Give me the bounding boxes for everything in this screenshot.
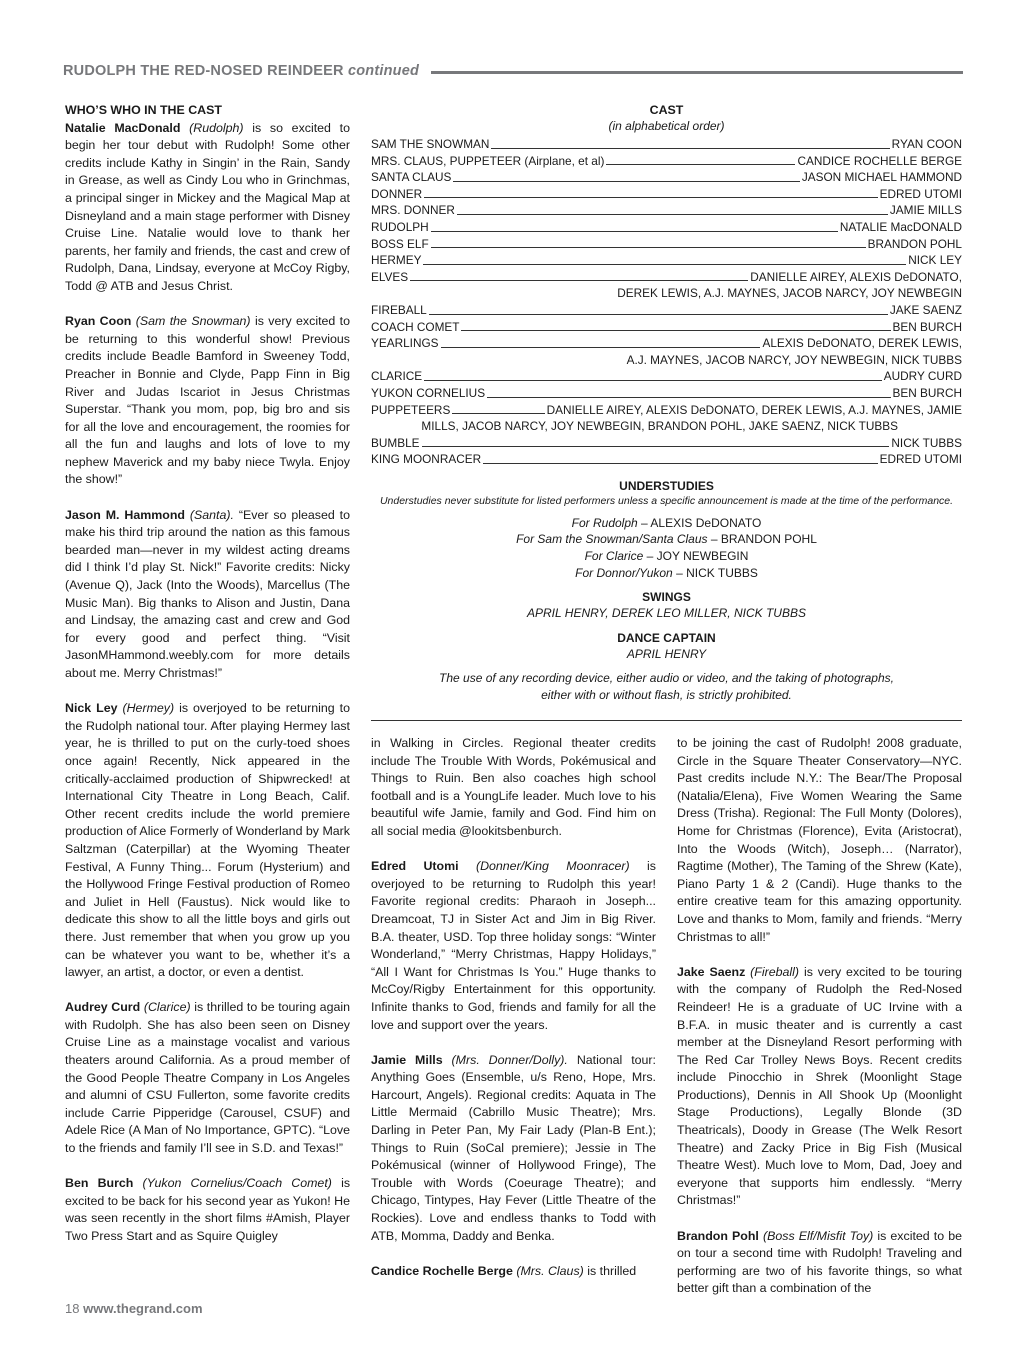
recording-notice-line2: either with or without flash, is strictly prohibited. bbox=[541, 688, 792, 703]
cast-role: YEARLINGS bbox=[371, 336, 439, 351]
leader-line bbox=[424, 380, 882, 381]
cast-row bbox=[371, 402, 962, 419]
cast-row bbox=[371, 319, 962, 336]
bio-name: Jamie Mills bbox=[371, 1052, 443, 1067]
section-divider bbox=[371, 720, 962, 721]
cast-row bbox=[371, 335, 962, 352]
page-number: 18 bbox=[65, 1301, 80, 1316]
cast-role: COACH COMET bbox=[371, 319, 460, 334]
header-title: RUDOLPH THE RED-NOSED REINDEER continued bbox=[63, 63, 420, 79]
understudy-for: For Rudolph bbox=[571, 515, 638, 530]
understudy-name: NICK TUBBS bbox=[686, 565, 758, 580]
bio-role: (Donner/King Moonracer) bbox=[475, 859, 630, 874]
bio-name: Natalie MacDonald bbox=[65, 120, 181, 135]
understudies-title: UNDERSTUDIES bbox=[619, 478, 714, 493]
bio-paragraph bbox=[677, 1228, 962, 1298]
understudy-item: For Sam the Snowman/Santa Claus – BRANDON POHL bbox=[516, 532, 817, 547]
leader-line bbox=[606, 164, 795, 165]
cast-actor: BRANDON POHL bbox=[867, 236, 962, 251]
bio-text: is thrilled to be touring again with Rudolph. She has also been seen on Disney Cruise Line as a mainstage vocalist and various theaters around California. As a proud member of the Good People Theatre Company in Los Angeles and alumni of CSU Fullerton, some favorite credits include Carrie Pipperidge (Carousel, CSUF) and Adele Rice (A Man of No Importance, GPTC). “Love to the friends and family I’ll see in S.D. and Texas!” bbox=[65, 1000, 350, 1156]
dance-captain-title: DANCE CAPTAIN bbox=[617, 630, 716, 645]
swings-names: APRIL HENRY, DEREK LEO MILLER, NICK TUBBS bbox=[527, 606, 806, 621]
bio-name: Edred Utomi bbox=[371, 859, 459, 874]
header-rule bbox=[431, 71, 963, 74]
cast-row bbox=[371, 219, 962, 236]
cast-role: SANTA CLAUS bbox=[371, 170, 452, 185]
bio-text: is so excited to begin her tour debut with Rudolph! Some other credits include Kathy in Singin’ in the Rain, Sandy in Grease, as well as Cindy Lou who in Grinchmas, a principal singer in Mickey and the Magical Map at Disneyland and a main stage performer with Disney Cruise Line. Natalie would love to thank her parents, her family and friends, the cast and crew of Rudolph, Dana, Lindsay, everyone at McCoy Rigby, Todd @ ATB and Jesus Christ. bbox=[65, 120, 350, 293]
bio-name: Ben Burch bbox=[65, 1176, 134, 1191]
bio-text: in Walking in Circles. Regional theater credits include The Trouble With Words, Pokémusical and Things to Ruin. Ben also coaches high school football and is a YoungLife leader. Much love to his beautiful wife Jamie, family and God. Find him on all social media @lookitsbenburch. bbox=[371, 736, 656, 838]
understudy-for: For Sam the Snowman/Santa Claus bbox=[516, 532, 708, 547]
leader-line bbox=[491, 148, 889, 149]
cast-actor: ALEXIS DeDONATO, DEREK LEWIS, bbox=[762, 336, 962, 351]
bio-text: is overjoyed to be returning to the Rudolph national tour. After playing Hermey last year, he is thrilled to put on the curly-toed shoes once again! Recently, Nick appeared in the critically-acclaimed production of Shipwrecked! at International City Theatre in Long Beach, Calif. Other recent credits include the world premiere production of Alice Formerly of Wonderland by Mark Saltzman (Caterpillar) at the Wyoming Theater Festival, A Funny Thing... Forum (Hysterium) and the Hollywood Fringe Festival production of Romeo and Juliet in Hell (Faustus). Nick would like to dedicate this show to all the little boys and girls out there. Just remember that when you grow up you can be whatever you want to be, whether it’s a lawyer, an artist, a doctor, or even a dentist. bbox=[65, 701, 350, 980]
cast-actor-continued: A.J. MAYNES, JACOB NARCY, JOY NEWBEGIN, NICK TUBBS bbox=[626, 352, 962, 367]
bio-paragraph bbox=[65, 120, 350, 296]
bio-name: Audrey Curd bbox=[65, 1000, 141, 1015]
cast-role: RUDOLPH bbox=[371, 219, 429, 234]
bio-role: (Mrs. Donner/Dolly). bbox=[451, 1052, 568, 1067]
cast-rows bbox=[371, 136, 962, 468]
cast-actor: RYAN COON bbox=[891, 137, 962, 151]
cast-role: SAM THE SNOWMAN bbox=[371, 137, 490, 151]
cast-actor: DANIELLE AIREY, ALEXIS DeDONATO, DEREK LEWIS, A.J. MAYNES, JAMIE bbox=[546, 402, 962, 417]
bio-text: “Ever so pleased to make his third trip around the nation as this famous bearded man—never in my wildest acting dreams did I think I’d play St. Nick!” Favorite credits: Nicky (Avenue Q), Jack (Into the Woods), Marcellus (The Music Man). Big thanks to Alison and Justin, Dana and Lindsay, the amazing cast and crew and God for every good and perfect thing. “Visit JasonMHammond.weebly.com for more details about me. Merry Christmas!” bbox=[65, 507, 350, 680]
bio-paragraph bbox=[371, 1052, 656, 1246]
cast-row bbox=[371, 302, 962, 319]
understudy-item: For Clarice – JOY NEWBEGIN bbox=[584, 549, 749, 564]
cast-actor: NATALIE MacDONALD bbox=[839, 219, 962, 234]
bio-role: (Yukon Cornelius/Coach Comet) bbox=[142, 1176, 332, 1191]
leader-line bbox=[431, 247, 866, 248]
cast-actor: EDRED UTOMI bbox=[879, 452, 962, 467]
cast-actor: JAMIE MILLS bbox=[889, 203, 962, 218]
cast-actor: BEN BURCH bbox=[892, 319, 962, 334]
bio-name: Nick Ley bbox=[65, 701, 118, 716]
cast-role: BUMBLE bbox=[371, 435, 420, 450]
cast-role: HERMEY bbox=[371, 253, 422, 268]
leader-line bbox=[457, 214, 888, 215]
bio-list bbox=[371, 735, 656, 1280]
bio-paragraph bbox=[65, 700, 350, 982]
bio-paragraph bbox=[371, 1263, 656, 1281]
bio-role: (Santa). bbox=[189, 507, 234, 522]
cast-title: CAST bbox=[649, 103, 684, 117]
leader-line bbox=[452, 413, 544, 414]
cast-role: MRS. CLAUS, PUPPETEER (Airplane, et al) bbox=[371, 153, 605, 168]
bio-text: is very excited to be touring with the company of Rudolph the Red-Nosed Reindeer! He is a graduate of UC Irvine with a B.F.A. in music theater and is currently a cast member at the Disneyland Resort performing with The Red Car Trolley News Boys. Recent credits include Pinocchio in Shrek (Moonlight Stage Productions), Dennis in All Shook Up (Moonlight Stage Productions), Legally Blonde (3D Theatricals), Doody in Grease (The Welk Resort Theatre) and Zacky Price in Big Fish (Musical Theatre West). Much love to Mom, Dad, Joey and everyone that supports him endlessly. “Merry Christmas!” bbox=[677, 964, 962, 1208]
bio-name: Ryan Coon bbox=[65, 314, 132, 329]
bio-text: to be joining the cast of Rudolph! 2008 graduate, Circle in the Square Theater Conservatory—NYC. Past credits include N.Y.: The Bear/The Proposal (Natalia/Elena), Five Women Wearing the Same Dress (Trisha). Regional: The Full Monty (Dolores), Home for Christmas (Florence), Evita (Aristocrat), Into the Woods (Witch), Joseph… (Narrator), Ragtime (Mother), The Taming of the Shrew (Kate), Piano Party 1 & 2 (Candi). Huge thanks to the entire creative team for this amazing opportunity. Love and thanks to Mom, family and friends. “Merry Christmas to all!” bbox=[677, 736, 962, 944]
page-footer bbox=[65, 1301, 203, 1316]
bio-role: (Sam the Snowman) bbox=[135, 314, 251, 329]
cast-row bbox=[371, 368, 962, 385]
bio-text: is very excited to be returning to this wonderful show! Previous credits include Beadle Bamford in Sweeney Todd, Preacher in Bonnie and Clyde, Papp Finn in Big River and Judas Iscariot in Jesus Christmas Superstar. “Thank you mom, pop, big bro and sis for all the love and encouragement, the roomies for all the fun and laughs and lots of love to my nephew Maverick and my baby niece Twyla. Enjoy the show!” bbox=[65, 314, 351, 487]
bio-role: (Clarice) bbox=[143, 1000, 191, 1015]
website-link[interactable]: www.thegrand.com bbox=[83, 1301, 203, 1316]
bio-name: Candice Rochelle Berge bbox=[371, 1263, 513, 1278]
cast-actor: AUDRY CURD bbox=[883, 369, 962, 384]
cast-row bbox=[371, 435, 962, 452]
bio-paragraph bbox=[677, 735, 962, 946]
understudy-list bbox=[371, 515, 962, 581]
cast-role: DONNER bbox=[371, 186, 423, 201]
understudies-note: Understudies never substitute for listed performers unless a specific announcement is made at the time of the performance. bbox=[379, 494, 954, 507]
cast-row bbox=[371, 252, 962, 269]
page-header bbox=[63, 61, 963, 81]
bio-text: is overjoyed to be returning to Rudolph this year! Favorite regional credits: Pharaoh in Joseph... Dreamcoat, TJ in Sister Act and Jim in Big River. B.A. theater, USD. Top three holiday songs: “Winter Wonderland,” “Merry Christmas, Happy Holidays,” “All I Want for Christmas Is You.” Huge thanks to McCoy/Rigby Entertainment for this opportunity. Infinite thanks to God, friends and family for all the love and support over the years. bbox=[371, 859, 656, 1032]
cast-row bbox=[371, 385, 962, 402]
bio-text: is excited to be on tour a second time with Rudolph! Traveling and performing are two of his favorite things, so what better gift than a combination of the bbox=[677, 1228, 962, 1296]
cast-role: PUPPETEERS bbox=[371, 402, 451, 417]
whos-who-heading: WHO’S WHO IN THE CAST bbox=[65, 103, 222, 117]
cast-actor-continued: DEREK LEWIS, A.J. MAYNES, JACOB NARCY, JOY NEWBEGIN bbox=[617, 286, 962, 301]
cast-list-box bbox=[371, 102, 962, 704]
leader-line bbox=[423, 264, 906, 265]
understudy-item: For Donnor/Yukon – NICK TUBBS bbox=[575, 565, 758, 580]
cast-row bbox=[371, 236, 962, 253]
bio-name: Jake Saenz bbox=[677, 964, 746, 979]
bio-role: (Mrs. Claus) bbox=[516, 1263, 584, 1278]
leader-line bbox=[461, 330, 890, 331]
leader-line bbox=[483, 463, 878, 464]
bio-role: (Hermey) bbox=[122, 701, 175, 716]
leader-line bbox=[431, 231, 838, 232]
cast-row bbox=[371, 169, 962, 186]
bio-paragraph bbox=[371, 735, 656, 841]
bio-paragraph bbox=[371, 858, 656, 1034]
bio-paragraph bbox=[65, 313, 350, 489]
cast-actor: EDRED UTOMI bbox=[879, 186, 962, 201]
cast-actor: NICK TUBBS bbox=[891, 435, 962, 450]
leader-line bbox=[422, 446, 890, 447]
cast-row bbox=[371, 186, 962, 203]
understudy-for: For Donnor/Yukon bbox=[575, 565, 673, 580]
understudy-name: ALEXIS DeDONATO bbox=[650, 515, 762, 530]
cast-row bbox=[371, 136, 962, 153]
understudy-for: For Clarice bbox=[584, 549, 644, 564]
bio-role: (Boss Elf/Misfit Toy) bbox=[762, 1228, 874, 1243]
dance-captain-name: APRIL HENRY bbox=[626, 646, 707, 661]
understudy-item: For Rudolph – ALEXIS DeDONATO bbox=[571, 515, 762, 530]
understudy-name: JOY NEWBEGIN bbox=[656, 549, 749, 564]
cast-actor: BEN BURCH bbox=[892, 385, 962, 400]
cast-role: YUKON CORNELIUS bbox=[371, 385, 486, 400]
leader-line bbox=[441, 347, 761, 348]
swings-title: SWINGS bbox=[642, 590, 691, 605]
bio-paragraph bbox=[65, 999, 350, 1157]
cast-row bbox=[371, 451, 962, 468]
cast-role: ELVES bbox=[371, 269, 409, 284]
bio-paragraph bbox=[65, 1175, 350, 1245]
cast-actor-continued: MILLS, JACOB NARCY, JOY NEWBEGIN, BRANDON POHL, JAKE SAENZ, NICK TUBBS bbox=[421, 419, 898, 434]
bio-text: is thrilled bbox=[587, 1263, 637, 1278]
cast-row bbox=[371, 153, 962, 170]
bio-text: National tour: Anything Goes (Ensemble, u/s Reno, Hope, Mrs. Harcourt, Angels). Regional credits: Aquata in The Little Mermaid (Cabrillo Music Theatre); Mrs. Darling in Peter Pan, My Fair Lady (Plan-B Ent.); Things to Ruin (SoCal premiere); Jessie in The Pokémusical (winner of Hollywood Fringe), The Trouble with Words (Coeurage Theatre); and Chicago, Tintypes, Hay Fever (Little Theatre of the Rockies). Love and endless thanks to Todd with ATB, Momma, Daddy and Benka. bbox=[371, 1052, 656, 1243]
bio-name: Jason M. Hammond bbox=[65, 507, 185, 522]
leader-line bbox=[424, 197, 878, 198]
bio-list bbox=[65, 120, 350, 1246]
cast-actor: NICK LEY bbox=[908, 253, 962, 268]
leader-line bbox=[410, 280, 748, 281]
leader-line bbox=[429, 314, 888, 315]
bio-list bbox=[677, 735, 962, 1298]
leader-line bbox=[487, 397, 890, 398]
understudy-name: BRANDON POHL bbox=[720, 532, 817, 547]
cast-role: KING MOONRACER bbox=[371, 452, 482, 467]
cast-role: MRS. DONNER bbox=[371, 203, 455, 218]
cast-actor: CANDICE ROCHELLE BERGE bbox=[797, 153, 962, 168]
column-1 bbox=[65, 102, 350, 1263]
cast-row bbox=[371, 269, 962, 286]
cast-subtitle: (in alphabetical order) bbox=[608, 119, 725, 133]
cast-actor: DANIELLE AIREY, ALEXIS DeDONATO, bbox=[750, 269, 962, 284]
cast-actor: JASON MICHAEL HAMMOND bbox=[801, 170, 962, 185]
cast-role: FIREBALL bbox=[371, 302, 427, 317]
column-3 bbox=[677, 735, 962, 1316]
bio-text: is excited to be back for his second year as Yukon! He was seen recently in the short films #Amish, Player Two Press Start and as Squire Quigley bbox=[65, 1176, 351, 1243]
cast-actor: JAKE SAENZ bbox=[889, 302, 962, 317]
bio-role: (Fireball) bbox=[750, 964, 800, 979]
cast-row bbox=[371, 202, 962, 219]
bio-paragraph bbox=[65, 507, 350, 683]
leader-line bbox=[453, 181, 799, 182]
bio-role: (Rudolph) bbox=[189, 120, 244, 135]
column-2 bbox=[371, 735, 656, 1298]
bio-paragraph bbox=[677, 964, 962, 1210]
recording-notice-line1: The use of any recording device, either audio or video, and the taking of photographs, bbox=[439, 671, 894, 686]
bio-name: Brandon Pohl bbox=[677, 1228, 759, 1243]
cast-role: CLARICE bbox=[371, 369, 423, 384]
cast-role: BOSS ELF bbox=[371, 236, 429, 251]
